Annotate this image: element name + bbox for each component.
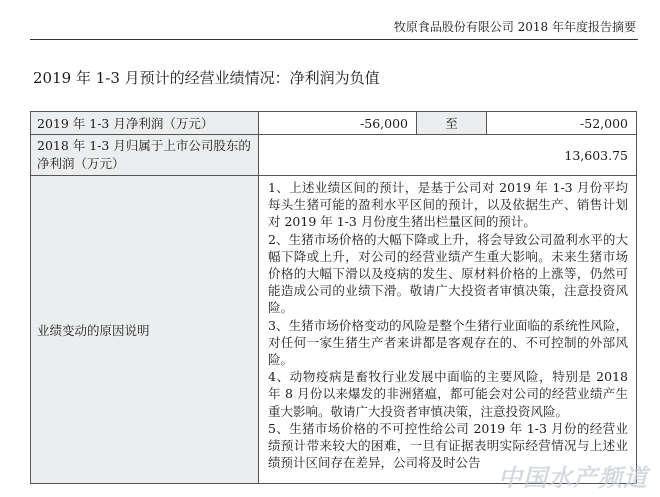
reason-item-4: 4、动物疫病是畜牧行业发展中面临的主要风险，特别是 2018 年 8 月份以来爆发的非洲猪瘟，都可能会对公司的经营业绩产生重大影响。敬请广大投资者审慎决策，注意投资风险。: [268, 369, 628, 419]
header-divider: [30, 39, 638, 40]
forecast-table: [30, 111, 637, 484]
reasons-cell: [259, 176, 637, 484]
range-separator: 至: [417, 112, 487, 135]
reason-item-1: 1、上述业绩区间的预计，是基于公司对 2019 年 1-3 月份平均每头生猪可能的盈利水平区间的预计，以及依据生产、销售计划对 2019 年 1-3 月份度生猪出栏量区间的预计。: [268, 180, 628, 230]
table-row-reasons: [31, 176, 637, 484]
reasons-label: 业绩变动的原因说明: [31, 176, 259, 484]
net-profit-high: -52,000: [487, 112, 637, 135]
reason-item-5: 5、生猪市场价格的不可控性给公司 2019 年 1-3 月份的经营业绩预计带来较大的困难，一旦有证据表明实际经营情况与上述业绩预计区间存在差异，公司将及时公告: [268, 420, 628, 471]
net-profit-low: -56,000: [259, 112, 417, 135]
reason-item-2: 2、生猪市场价格的大幅下降或上升，将会导致公司盈利水平的大幅下降或上升，对公司的经营业绩产生重大影响。未来生猪市场价格的大幅下滑以及疫病的发生、原材料价格的上涨等，仍然可能造成公司的业绩下滑。敬请广大投资者审慎决策，注意投资风险。: [268, 231, 628, 316]
table-row-prior-profit: [31, 135, 637, 176]
reason-item-3: 3、生猪市场价格变动的风险是整个生猪行业面临的系统性风险，对任何一家生猪生产者来讲都是客观存在的、不可控制的外部风险。: [268, 317, 628, 368]
watermark-logo: 中国水产频道: [498, 464, 648, 492]
table-row-net-profit: [31, 112, 637, 135]
section-title: 2019 年 1-3 月预计的经营业绩情况：净利润为负值: [33, 69, 380, 87]
prior-profit-label: 2018 年 1-3 月归属于上市公司股东的净利润（万元）: [31, 135, 259, 176]
net-profit-label: 2019 年 1-3 月净利润（万元）: [31, 112, 259, 135]
prior-profit-value: 13,603.75: [259, 135, 637, 176]
report-header-title: 牧原食品股份有限公司 2018 年年度报告摘要: [393, 20, 636, 34]
